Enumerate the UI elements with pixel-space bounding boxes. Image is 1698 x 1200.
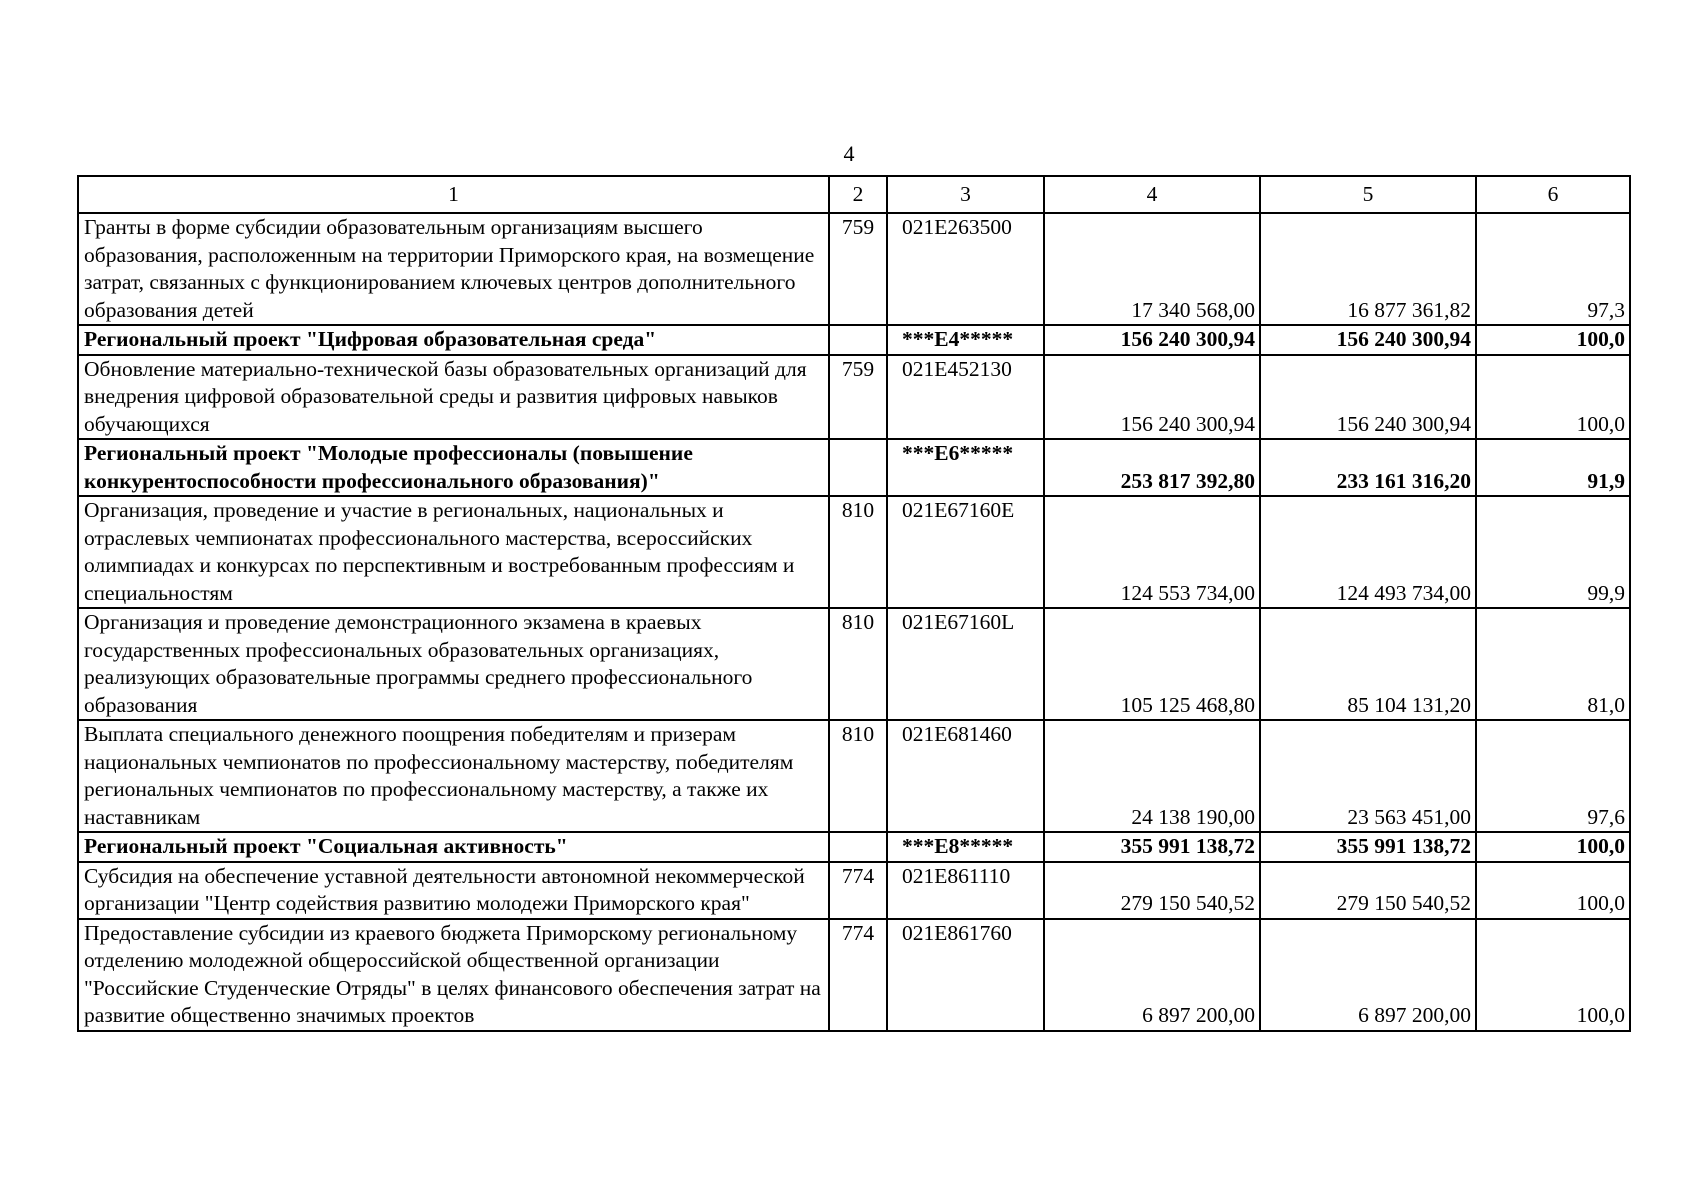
- row-col5-cell: 6 897 200,00: [1260, 919, 1476, 1031]
- row-col2-cell: 759: [829, 213, 887, 325]
- row-col6-cell: 97,3: [1476, 213, 1630, 325]
- project-total-row: [78, 325, 1630, 355]
- row-col3-cell: 021E263500: [887, 213, 1044, 325]
- row-name-cell: Предоставление субсидии из краевого бюджета Приморскому региональному отделению молодежной общероссийской общественной организации "Российские Студенческие Отряды" в целях финансового обеспечения затрат на развитие общественно значимых проектов: [78, 919, 829, 1031]
- row-col5-cell: 279 150 540,52: [1260, 862, 1476, 919]
- row-col5-cell: 156 240 300,94: [1260, 355, 1476, 440]
- row-col3-cell: 021E861110: [887, 862, 1044, 919]
- table-row: [78, 608, 1630, 720]
- row-col3-cell: ***E8*****: [887, 832, 1044, 862]
- row-col3-cell: 021E67160E: [887, 496, 1044, 608]
- header-col-6: 6: [1476, 176, 1630, 213]
- column-number-header-row: [78, 176, 1630, 213]
- row-name-cell: Субсидия на обеспечение уставной деятельности автономной некоммерческой организации "Центр содействия развитию молодежи Приморского края": [78, 862, 829, 919]
- row-col2-cell: [829, 832, 887, 862]
- row-col5-cell: 16 877 361,82: [1260, 213, 1476, 325]
- table-row: [78, 919, 1630, 1031]
- header-col-4: 4: [1044, 176, 1260, 213]
- row-col2-cell: 810: [829, 608, 887, 720]
- row-col4-cell: 17 340 568,00: [1044, 213, 1260, 325]
- row-name-cell: Региональный проект "Молодые профессионалы (повышение конкурентоспособности профессионального образования)": [78, 439, 829, 496]
- row-col6-cell: 100,0: [1476, 325, 1630, 355]
- row-col4-cell: 105 125 468,80: [1044, 608, 1260, 720]
- table-body: [78, 176, 1630, 1031]
- row-col2-cell: 810: [829, 496, 887, 608]
- row-col2-cell: 810: [829, 720, 887, 832]
- table-row: [78, 355, 1630, 440]
- row-col2-cell: 774: [829, 919, 887, 1031]
- row-col4-cell: 24 138 190,00: [1044, 720, 1260, 832]
- row-col5-cell: 156 240 300,94: [1260, 325, 1476, 355]
- row-col4-cell: 6 897 200,00: [1044, 919, 1260, 1031]
- row-name-cell: Организация, проведение и участие в региональных, национальных и отраслевых чемпионатах профессионального мастерства, всероссийских олимпиадах и конкурсах по перспективным и востребованным профессиям и специальностям: [78, 496, 829, 608]
- row-col3-cell: 021E861760: [887, 919, 1044, 1031]
- row-col3-cell: ***E4*****: [887, 325, 1044, 355]
- row-col6-cell: 91,9: [1476, 439, 1630, 496]
- project-total-row: [78, 832, 1630, 862]
- row-col3-cell: 021E452130: [887, 355, 1044, 440]
- row-col6-cell: 99,9: [1476, 496, 1630, 608]
- row-col2-cell: 759: [829, 355, 887, 440]
- page-number: 4: [843, 141, 855, 166]
- row-col6-cell: 100,0: [1476, 832, 1630, 862]
- table-row: [78, 496, 1630, 608]
- row-col4-cell: 124 553 734,00: [1044, 496, 1260, 608]
- row-col5-cell: 85 104 131,20: [1260, 608, 1476, 720]
- row-col6-cell: 97,6: [1476, 720, 1630, 832]
- row-col6-cell: 100,0: [1476, 862, 1630, 919]
- row-col4-cell: 355 991 138,72: [1044, 832, 1260, 862]
- project-total-row: [78, 439, 1630, 496]
- row-name-cell: Региональный проект "Цифровая образовательная среда": [78, 325, 829, 355]
- row-col5-cell: 124 493 734,00: [1260, 496, 1476, 608]
- row-col3-cell: 021E67160L: [887, 608, 1044, 720]
- row-col4-cell: 156 240 300,94: [1044, 325, 1260, 355]
- row-col2-cell: [829, 325, 887, 355]
- header-col-3: 3: [887, 176, 1044, 213]
- header-col-5: 5: [1260, 176, 1476, 213]
- table-row: [78, 720, 1630, 832]
- row-col5-cell: 233 161 316,20: [1260, 439, 1476, 496]
- row-col3-cell: 021E681460: [887, 720, 1044, 832]
- row-col2-cell: 774: [829, 862, 887, 919]
- row-name-cell: Гранты в форме субсидии образовательным организациям высшего образования, расположенным на территории Приморского края, на возмещение затрат, связанных с функционированием ключевых центров дополнительного образования детей: [78, 213, 829, 325]
- row-name-cell: Региональный проект "Социальная активность": [78, 832, 829, 862]
- row-name-cell: Обновление материально-технической базы образовательных организаций для внедрения цифровой образовательной среды и развития цифровых навыков обучающихся: [78, 355, 829, 440]
- header-col-2: 2: [829, 176, 887, 213]
- table-row: [78, 213, 1630, 325]
- row-name-cell: Организация и проведение демонстрационного экзамена в краевых государственных профессиональных образовательных организациях, реализующих образовательные программы среднего профессионального образования: [78, 608, 829, 720]
- row-col2-cell: [829, 439, 887, 496]
- row-col4-cell: 279 150 540,52: [1044, 862, 1260, 919]
- row-col6-cell: 100,0: [1476, 355, 1630, 440]
- row-col5-cell: 355 991 138,72: [1260, 832, 1476, 862]
- row-col4-cell: 156 240 300,94: [1044, 355, 1260, 440]
- row-col3-cell: ***E6*****: [887, 439, 1044, 496]
- row-col5-cell: 23 563 451,00: [1260, 720, 1476, 832]
- row-col6-cell: 81,0: [1476, 608, 1630, 720]
- header-col-1: 1: [78, 176, 829, 213]
- row-name-cell: Выплата специального денежного поощрения победителям и призерам национальных чемпионатов по профессиональному мастерству, победителям региональных чемпионатов по профессиональному мастерству, а также их наставникам: [78, 720, 829, 832]
- row-col4-cell: 253 817 392,80: [1044, 439, 1260, 496]
- budget-execution-table: [77, 175, 1631, 1032]
- table-row: [78, 862, 1630, 919]
- row-col6-cell: 100,0: [1476, 919, 1630, 1031]
